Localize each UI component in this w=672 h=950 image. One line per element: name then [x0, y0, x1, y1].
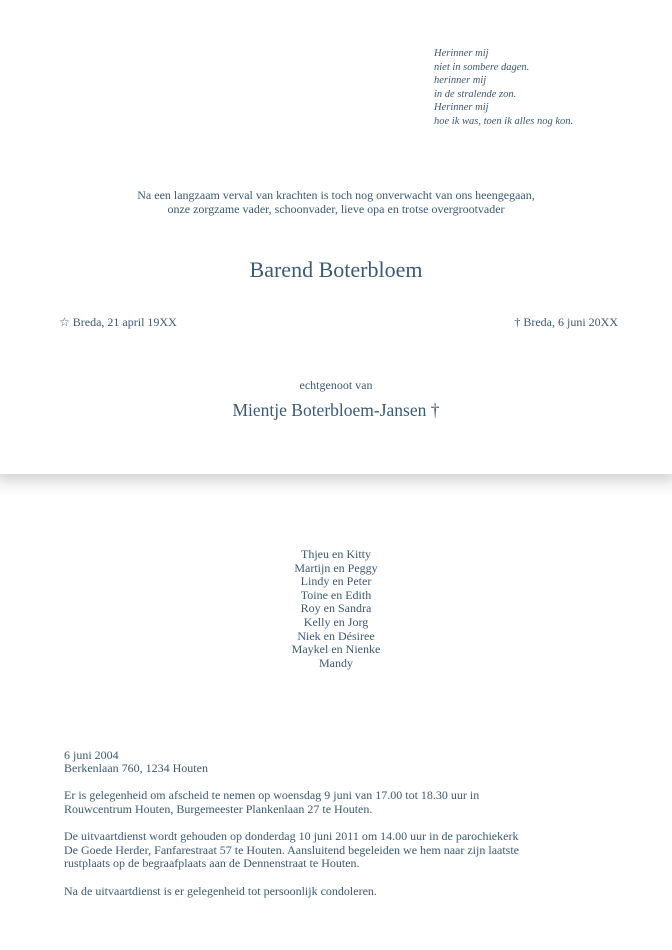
children-list: [0, 548, 672, 670]
text-line: De Goede Herder, Fanfarestraat 57 te Houten. Aansluitend begeleiden we hem naar zijn laatste: [64, 842, 520, 857]
list-item: Kelly en Jorg: [303, 614, 369, 629]
address-line: Berkenlaan 760, 1234 Houten: [64, 761, 208, 776]
list-item: Maykel en Nienke: [291, 642, 381, 657]
poem-line: Herinner mij: [434, 102, 489, 114]
poem-line: hoe ik was, toen ik alles nog kon.: [434, 115, 574, 127]
intro-text: [0, 188, 672, 216]
deceased-name: Barend Boterbloem: [249, 257, 423, 282]
text-line: Na de uitvaartdienst is er gelegenheid tot persoonlijk condoleren.: [64, 883, 377, 898]
list-item: Roy en Sandra: [300, 601, 372, 616]
text-line: Rouwcentrum Houten, Burgemeester Plankenlaan 27 te Houten.: [64, 801, 373, 816]
list-item: Toine en Edith: [300, 587, 372, 602]
intro-line: Na een langzaam verval van krachten is toch nog onverwacht van ons heengegaan,: [137, 188, 535, 202]
spouse-label: echtgenoot van: [299, 378, 373, 392]
intro-line: onze zorgzame vader, schoonvader, lieve opa en trotse overgrootvader: [167, 202, 505, 216]
birth-info: ☆ Breda, 21 april 19XX: [59, 315, 177, 329]
death-info: † Breda, 6 juni 20XX: [514, 315, 618, 329]
funeral-details: [64, 735, 624, 912]
poem-line: in de stralende zon.: [434, 88, 517, 100]
text-line: De uitvaartdienst wordt gehouden op donderdag 10 juni 2011 om 14.00 uur in de parochiekerk: [64, 829, 519, 844]
list-item: Mandy: [319, 655, 353, 670]
list-item: Thjeu en Kitty: [301, 547, 371, 561]
text-line: rustplaats op de begraafplaats aan de Dennenstraat te Houten.: [64, 856, 360, 871]
poem: [434, 47, 654, 129]
poem-line: niet in sombere dagen.: [434, 61, 530, 73]
date-line: 6 juni 2004: [64, 747, 119, 762]
list-item: Lindy en Peter: [300, 574, 372, 589]
poem-line: Herinner mij: [434, 48, 489, 59]
poem-line: herinner mij: [434, 75, 487, 87]
list-item: Martijn en Peggy: [294, 560, 378, 575]
fold-shadow: [0, 474, 672, 496]
card-front: [0, 0, 672, 474]
list-item: Niek en Désiree: [297, 628, 375, 643]
text-line: Er is gelegenheid om afscheid te nemen op woensdag 9 juni van 17.00 tot 18.30 uur in: [64, 788, 480, 803]
spouse-name: Mientje Boterbloem-Jansen †: [232, 400, 440, 420]
